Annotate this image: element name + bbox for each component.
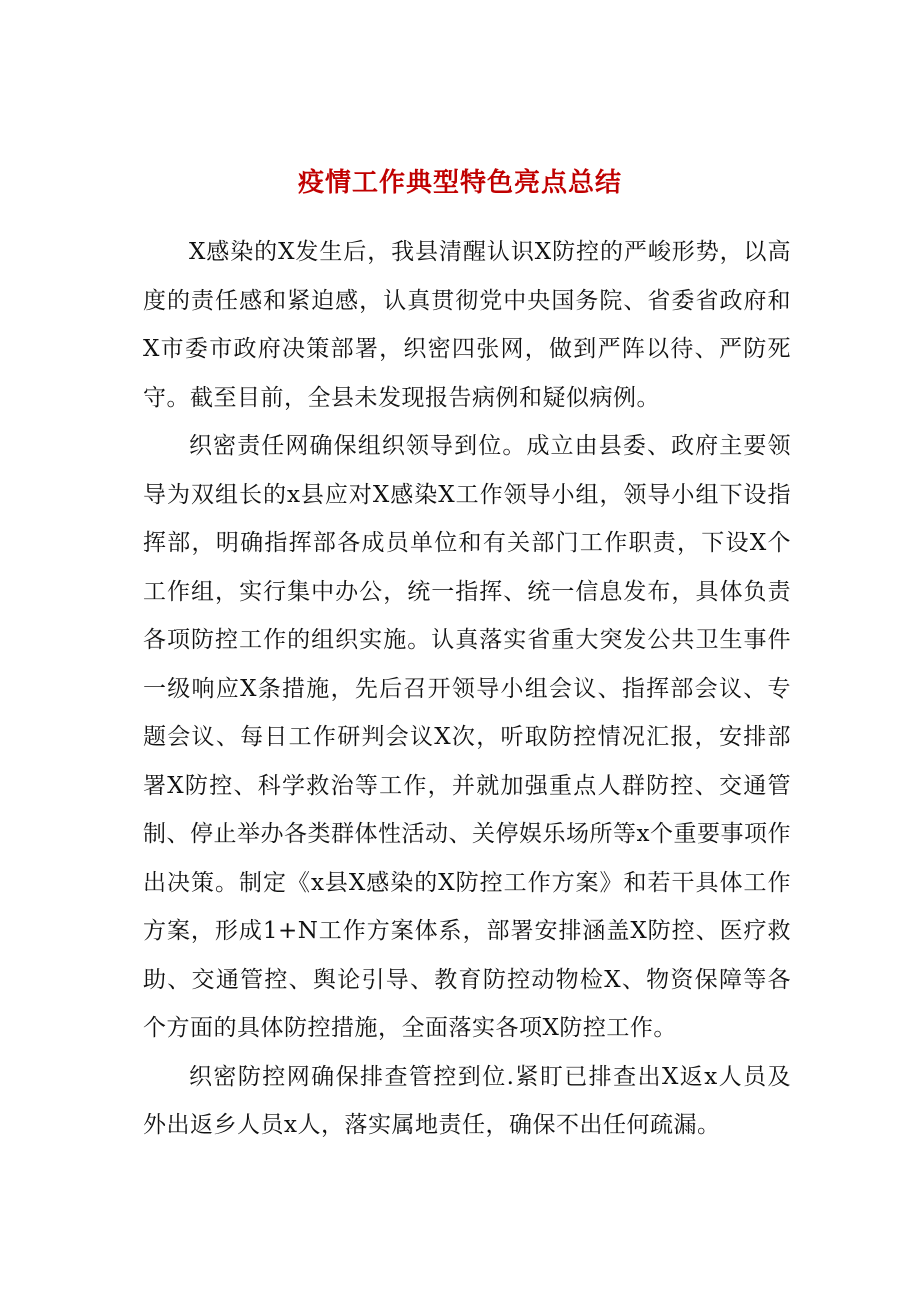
paragraph-responsibility-net: 织密责任网确保组织领导到位。成立由县委、政府主要领导为双组长的x县应对X感染X工作领导小组，领导小组下设指挥部，明确指挥部各成员单位和有关部门工作职责，下设X个工作组，实行集中办公，统一指挥、统一信息发布，具体负责各项防控工作的组织实施。认真落实省重大突发公共卫生事件一级响应X条措施，先后召开领导小组会议、指挥部会议、专题会议、每日工作研判会议X次，听取防控情况汇报，安排部署X防控、科学救治等工作，并就加强重点人群防控、交通管制、停止举办各类群体性活动、关停娱乐场所等x个重要事项作出决策。制定《x县X感染的X防控工作方案》和若干具体工作方案，形成1+N工作方案体系，部署安排涵盖X防控、医疗救助、交通管控、舆论引导、教育防控动物检X、物资保障等各个方面的具体防控措施，全面落实各项X防控工作。 xyxy=(143,433,791,1041)
paragraph-intro: X感染的X发生后，我县清醒认识X防控的严峻形势，以高度的责任感和紧迫感，认真贯彻党中央国务院、省委省政府和X市委市政府决策部署，织密四张网，做到严阵以待、严防死守。截至目前，全县未发现报告病例和疑似病例。 xyxy=(143,239,791,411)
document-body xyxy=(143,228,791,1150)
paragraph-prevention-net: 织密防控网确保排查管控到位.紧盯已排查出X返x人员及外出返乡人员x人，落实属地责任，确保不出任何疏漏。 xyxy=(143,1063,791,1138)
document-title: 疫情工作典型特色亮点总结 xyxy=(297,168,622,198)
